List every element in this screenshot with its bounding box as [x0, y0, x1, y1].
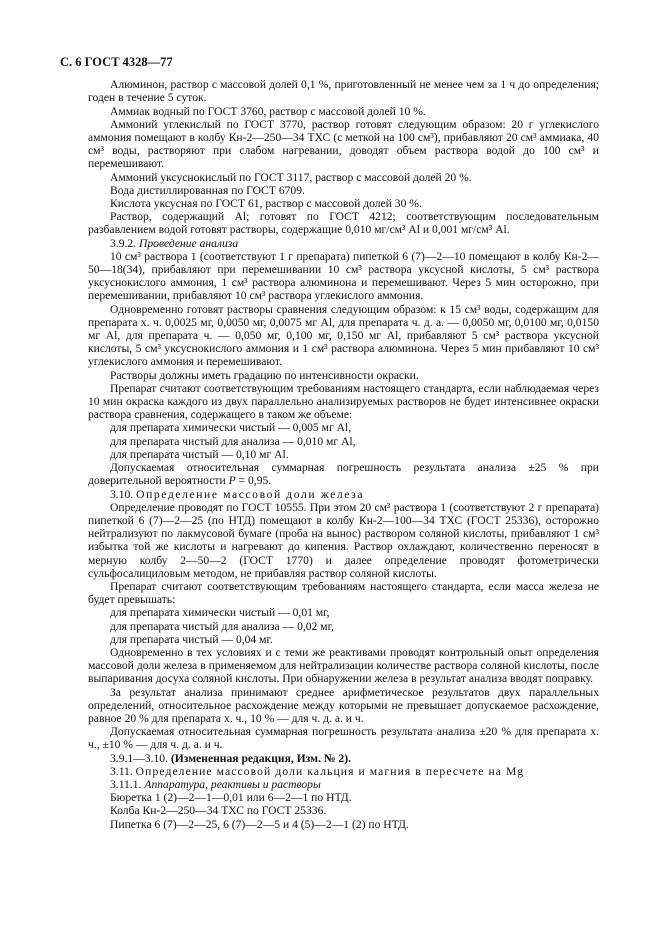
list-item: для препарата чистый для анализа — 0,010 мг Al,	[110, 434, 356, 448]
paragraph: Аммоний уксуснокислый по ГОСТ 3117, раствор с массовой долей 20 %.	[110, 170, 472, 184]
list-item: для препарата чистый — 0,04 мг.	[110, 632, 273, 646]
section-heading-3-11	[88, 765, 599, 778]
paragraph: Определение проводят по ГОСТ 10555. При этом 20 см³ раствора 1 (соответствуют 2 г препарата) пипеткой 6 (7)—2—25 (по НТД) помещают в колбу Кн-2—100—34 ТХС (ГОСТ 25336), осторожно нейтрализуют по лакмусовой бумаге (проба на вынос) раствором соляной кислоты, прибавляют 1 см³ избытка той же кислоты и нагревают до кипения. Раствор охлаждают, количественно переносят в мерную колбу 2—50—2 (ГОСТ 1770) и далее определение проводят фотометрически сульфосалициловым методом, не прибавляя раствор соляной кислоты.	[88, 500, 599, 580]
section-number: 3.9.2.	[110, 236, 137, 250]
list-item: для препарата химически чистый — 0,01 мг,	[110, 606, 330, 620]
paragraph: Раствор, содержащий Al; готовят по ГОСТ 4212; соответствующим последовательным разбавлением водой готовят растворы, содержащие 0,010 мг/см³ Al и 0,001 мг/см³ Al.	[88, 210, 599, 237]
page-header: С. 6 ГОСТ 4328—77	[60, 55, 173, 69]
section-title: Аппаратура, реактивы и растворы	[144, 777, 321, 791]
section-heading-3-10	[88, 488, 599, 501]
formula-variable: P	[228, 474, 236, 488]
list-item: для препарата чистый — 0,10 мг Al.	[110, 447, 289, 461]
paragraph: Одновременно в тех условиях и с теми же реактивами проводят контрольный опыт определения массовой доли железа в применяемом для нейтрализации количестве раствора соляной кислоты, после выпаривания досуха соляной кислоты. При обнаружении железа в результат анализа вводят поправку.	[88, 645, 599, 686]
section-number: 3.11.	[110, 764, 133, 778]
edit-note	[88, 752, 599, 765]
paragraph: Одновременно готовят растворы сравнения следующим образом: к 15 см³ воды, содержащим для препарата х. ч. 0,0025 мг, 0,0050 мг, 0,0075 мг Al, для препарата ч. д. а. — 0,0050 мг, 0,0100 мг, 0,0150 мг Al, для препарата ч. — 0,050 мг, 0,100 мг, 0,150 мг Al, прибавляют 5 см³ раствора уксусной кислоты, 5 см³ уксуснокислого аммония и 1 см³ раствора алюминона. Через 5 мин прибавляют 10 см³ углекислого аммония и перемешивают.	[88, 302, 599, 369]
paragraph: Колба Кн-2—250—34 ТХС по ГОСТ 25336.	[110, 804, 327, 818]
paragraph-confidence	[88, 461, 599, 487]
section-title: Определение массовой доли кальция и магния в пересчете на Mg	[135, 764, 525, 778]
section-number: 3.11.1.	[110, 777, 142, 791]
list-item: для препарата чистый для анализа — 0,02 мг,	[110, 619, 334, 633]
paragraph: Аммиак водный по ГОСТ 3760, раствор с массовой долей 10 %.	[110, 104, 426, 118]
section-title: Определение массовой доли железа	[136, 487, 365, 501]
section-number: 3.10.	[110, 487, 134, 501]
paragraph: Препарат считают соответствующим требованиям настоящего стандарта, если масса железа не будет превышать:	[88, 579, 599, 607]
edit-text: (Измененная редакция, Изм. № 2).	[170, 751, 351, 765]
paragraph: Вода дистиллированная по ГОСТ 6709.	[110, 183, 305, 197]
list-item: для препарата химически чистый — 0,005 мг Al,	[110, 421, 352, 435]
paragraph: Аммоний углекислый по ГОСТ 3770, раствор готовят следующим образом: 20 г углекислого аммония помещают в колбу Кн-2—250—34 ТХС (с меткой на 100 см³), прибавляют 20 см³ аммиака, 40 см³ воды, растворяют при слабом нагревании, доводят объем раствора водой до 100 см³ и перемешивают.	[88, 117, 599, 171]
paragraph: Допускаемая относительная суммарная погрешность результата анализа ±20 % для препарата х. ч., ±10 % — для ч. д. а. и ч.	[88, 725, 599, 752]
section-title: Проведение анализа	[139, 236, 239, 250]
paragraph: Растворы должны иметь градацию по интенсивности окраски.	[110, 368, 419, 382]
paragraph: Кислота уксусная по ГОСТ 61, раствор с массовой долей 30 %.	[110, 197, 422, 211]
paragraph: Препарат считают соответствующим требованиям настоящего стандарта, если наблюдаемая через 10 мин окраска каждого из двух параллельно анализируемых растворов не будет интенсивнее окраски раствора сравнения, содержащего в таком же объеме:	[88, 381, 599, 422]
paragraph: Алюминон, раствор с массовой долей 0,1 %, приготовленный не менее чем за 1 ч до определения; годен в течение 5 суток.	[88, 78, 599, 105]
formula-value: = 0,95.	[235, 474, 272, 488]
paragraph-text: Допускаемая относительная суммарная погрешность результата анализа ±25 % при доверительной вероятности	[88, 461, 599, 488]
paragraph: 10 см³ раствора 1 (соответствуют 1 г препарата) пипеткой 6 (7)—2—10 помещают в колбу Кн-2—50—18(34), прибавляют при перемешивании 10 см³ раствора уксусной кислоты, 5 см³ раствора уксуснокислого аммония, 1 см³ раствора алюминона и перемешивают. Через 5 мин осторожно, при перемешивании, прибавляют 10 см³ раствора углекислого аммония.	[88, 249, 599, 303]
section-heading-3-11-1	[88, 778, 599, 791]
paragraph: Пипетка 6 (7)—2—25, 6 (7)—2—5 и 4 (5)—2—1 (2) по НТД.	[110, 817, 409, 831]
paragraph: За результат анализа принимают среднее арифметическое результатов двух параллельных определений, относительное расхождение между которыми не превышает допускаемое расхождение, равное 20 % для препарата х. ч., 10 % — для ч. д. а. и ч.	[88, 685, 599, 725]
paragraph: Бюретка 1 (2)—2—1—0,01 или 6—2—1 по НТД.	[110, 791, 352, 805]
section-heading-3-9-2	[88, 237, 599, 250]
edit-range: 3.9.1—3.10.	[110, 751, 168, 765]
